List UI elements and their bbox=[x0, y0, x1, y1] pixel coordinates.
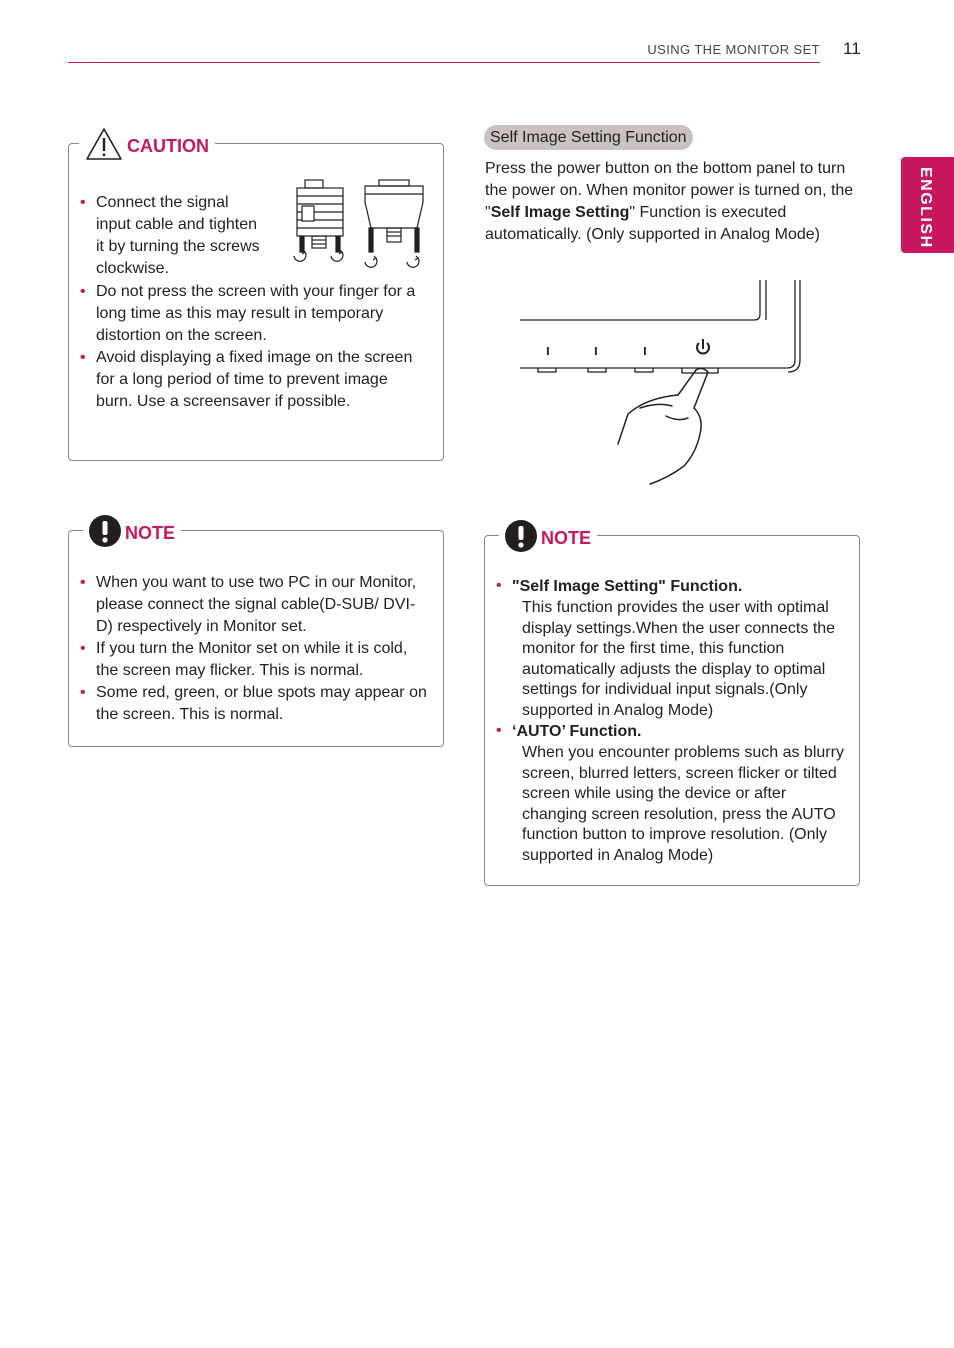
note-item: • ‘AUTO’ Function. When you encounter problems such as blurry screen, blurred letters, screen flicker or tilted screen while using the device or after changing screen resolution, press the AUTO function button to improve resolution. (Only supported in Analog Mode) bbox=[485, 721, 849, 866]
language-tab-label: ENGLISH bbox=[917, 167, 934, 249]
note-heading-left bbox=[83, 515, 181, 552]
header-section-title: USING THE MONITOR SET bbox=[647, 42, 820, 57]
section-heading-pill: Self Image Setting Function bbox=[484, 125, 693, 150]
language-tab bbox=[901, 157, 954, 253]
warning-triangle-icon bbox=[85, 127, 123, 166]
note-list-left bbox=[69, 572, 431, 726]
note-item: • If you turn the Monitor set on while it is cold, the screen may flicker. This is normal. bbox=[69, 638, 431, 682]
note-item: • When you want to use two PC in our Monitor, please connect the signal cable(D-SUB/ DVI-D) respectively in Monitor set. bbox=[69, 572, 431, 638]
header-divider bbox=[68, 62, 820, 63]
exclamation-circle-icon bbox=[505, 520, 537, 557]
monitor-power-illustration bbox=[518, 278, 808, 493]
exclamation-circle-icon bbox=[89, 515, 121, 552]
note-item: • Some red, green, or blue spots may appear on the screen. This is normal. bbox=[69, 682, 431, 726]
note-list-right bbox=[485, 576, 849, 866]
self-image-intro: Press the power button on the bottom panel to turn the power on. When monitor power is turned on, the "Self Image Setting" Function is executed automatically. (Only supported in Analog Mode) bbox=[485, 160, 854, 243]
caution-item: • Avoid displaying a fixed image on the screen for a long period of time to prevent image burn. Use a screensaver if possible. bbox=[69, 347, 418, 413]
hand-icon bbox=[618, 368, 708, 484]
caution-list bbox=[69, 192, 418, 413]
note-box-right bbox=[484, 528, 860, 886]
caution-item: • Do not press the screen with your finger for a long time as this may result in temporary distortion on the screen. bbox=[69, 281, 418, 347]
note-title-left: NOTE bbox=[125, 523, 176, 543]
caution-item: • Connect the signal input cable and tighten it by turning the screws clockwise. bbox=[69, 192, 264, 280]
note-item: • "Self Image Setting" Function. This function provides the user with optimal display settings.When the user connects the monitor for the first time, this function automatically adjusts the display to optimal settings for individual input signals.(Only supported in Analog Mode) bbox=[485, 576, 849, 721]
note-heading-right bbox=[499, 520, 597, 557]
caution-title: CAUTION bbox=[127, 136, 209, 156]
power-icon bbox=[697, 339, 709, 353]
caution-box bbox=[68, 136, 444, 461]
caution-heading bbox=[79, 127, 215, 166]
note-title-right: NOTE bbox=[541, 528, 592, 548]
note-box-left bbox=[68, 523, 444, 747]
page-number: 11 bbox=[843, 39, 861, 58]
